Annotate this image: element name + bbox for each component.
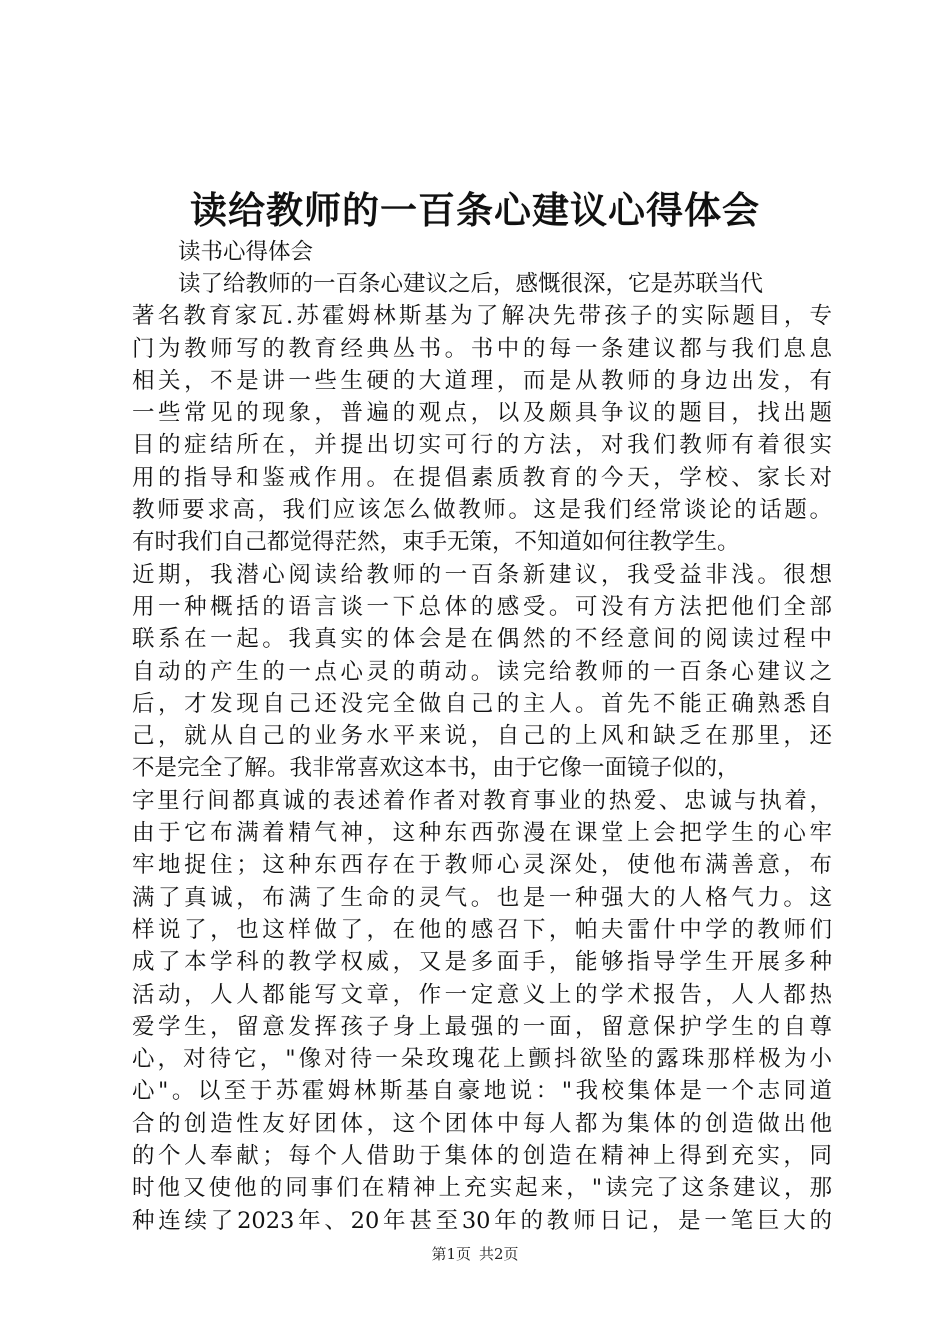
- body-line: 门为教师写的教育经典丛书。书中的每一条建议都与我们息息: [132, 335, 832, 362]
- document-body: [132, 268, 832, 1237]
- body-line: 活动，人人都能写文章，作一定意义上的学术报告，人人都热: [132, 981, 832, 1008]
- page-number: 第1页: [431, 1245, 471, 1263]
- body-line: 的个人奉献；每个人借助于集体的创造在精神上得到充实，同: [132, 1143, 832, 1170]
- body-line: 成了本学科的教学权威，又是多面手，能够指导学生开展多种: [132, 949, 832, 976]
- body-line: 教师要求高，我们应该怎么做教师。这是我们经常谈论的话题。: [132, 497, 832, 524]
- body-line: 爱学生，留意发挥孩子身上最强的一面，留意保护学生的自尊: [132, 1013, 832, 1040]
- body-line: 一些常见的现象，普遍的观点，以及颇具争议的题目，找出题: [132, 400, 832, 427]
- body-line: 心，对待它，"像对待一朵玫瑰花上颤抖欲坠的露珠那样极为小: [132, 1046, 832, 1073]
- page-footer: [0, 1244, 950, 1264]
- body-line: 牢地捉住；这种东西存在于教师心灵深处，使他布满善意，布: [132, 852, 832, 879]
- body-line: 后，才发现自己还没完全做自己的主人。首先不能正确熟悉自: [132, 690, 832, 717]
- body-line: 满了真诚，布满了生命的灵气。也是一种强大的人格气力。这: [132, 884, 832, 911]
- page-total: 共2页: [479, 1245, 519, 1263]
- body-line: 合的创造性友好团体，这个团体中每人都为集体的创造做出他: [132, 1110, 832, 1137]
- body-line: 己，就从自己的业务水平来说，自己的上风和缺乏在那里，还: [132, 723, 832, 750]
- body-line: 近期，我潜心阅读给教师的一百条新建议，我受益非浅。很想: [132, 561, 832, 588]
- body-line: 目的症结所在，并提出切实可行的方法，对我们教师有着很实: [132, 432, 832, 459]
- body-line: 种连续了2023年、20年甚至30年的教师日记，是一笔巨大的: [132, 1207, 832, 1234]
- body-line: 用一种概括的语言谈一下总体的感受。可没有方法把他们全部: [132, 593, 832, 620]
- document-title: 读给教师的一百条心建议心得体会: [190, 188, 760, 232]
- body-line: 相关，不是讲一些生硬的大道理，而是从教师的身边出发，有: [132, 367, 832, 394]
- body-line: 读了给教师的一百条心建议之后，感慨很深，它是苏联当代: [178, 271, 764, 297]
- body-line: 用的指导和鉴戒作用。在提倡素质教育的今天，学校、家长对: [132, 464, 832, 491]
- body-line: 不是完全了解。我非常喜欢这本书，由于它像一面镜子似的，: [132, 755, 740, 782]
- document-subheading: 读书心得体会: [178, 239, 314, 265]
- body-line: 著名教育家瓦.苏霍姆林斯基为了解决先带孩子的实际题目，专: [132, 303, 832, 330]
- body-line: 字里行间都真诚的表述着作者对教育事业的热爱、忠诚与执着，: [132, 787, 832, 814]
- body-line: 由于它布满着精气神，这种东西弥漫在课堂上会把学生的心牢: [132, 820, 832, 847]
- body-line: 自动的产生的一点心灵的萌动。读完给教师的一百条心建议之: [132, 658, 832, 685]
- body-line: 心"。以至于苏霍姆林斯基自豪地说："我校集体是一个志同道: [132, 1078, 832, 1105]
- body-line: 样说了，也这样做了，在他的感召下，帕夫雷什中学的教师们: [132, 916, 832, 943]
- body-line: 时他又使他的同事们在精神上充实起来，"读完了这条建议，那: [132, 1175, 832, 1202]
- body-line: 联系在一起。我真实的体会是在偶然的不经意间的阅读过程中: [132, 626, 832, 653]
- body-line: 有时我们自己都觉得茫然，束手无策，不知道如何往教学生。: [132, 529, 740, 556]
